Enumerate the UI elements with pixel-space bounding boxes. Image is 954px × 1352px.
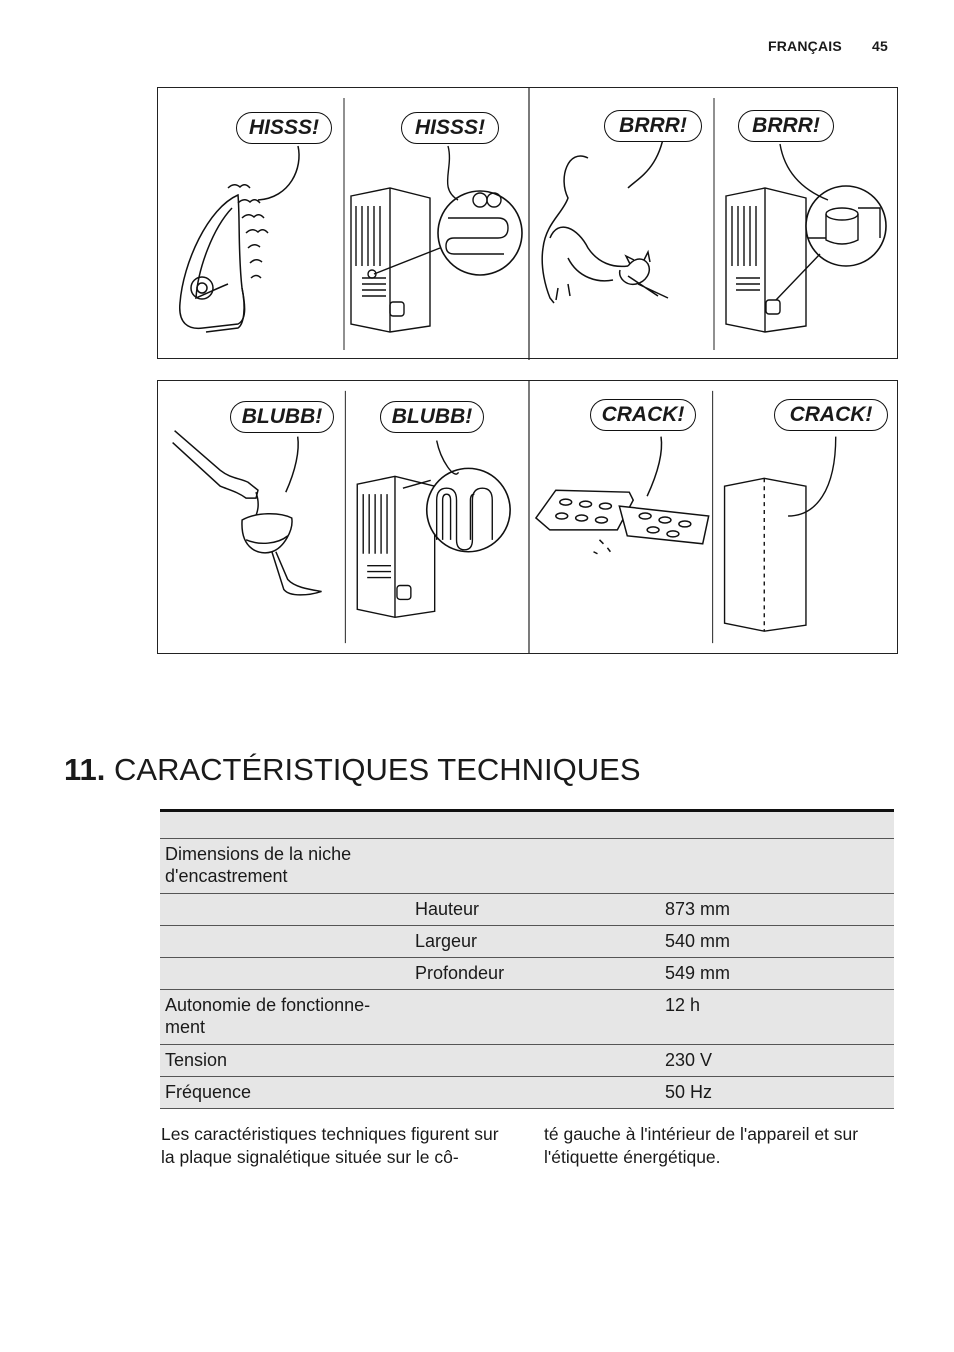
spec-sublabel: Hauteur xyxy=(410,894,660,926)
spec-sublabel xyxy=(410,1045,660,1077)
stretching-cat-icon xyxy=(542,118,668,303)
fridge-tubes-icon xyxy=(357,441,510,618)
page-header xyxy=(768,38,888,54)
spec-label xyxy=(160,926,410,958)
ice-tray-icon xyxy=(536,437,709,554)
sound-bubble: HISSS! xyxy=(401,112,499,144)
sound-bubble: BLUBB! xyxy=(380,401,484,433)
page-number: 45 xyxy=(872,38,888,54)
table-row xyxy=(160,839,894,894)
wine-pouring-icon xyxy=(173,431,322,595)
spec-label xyxy=(160,958,410,990)
sound-bubble: BRRR! xyxy=(604,110,702,142)
table-row xyxy=(160,926,894,958)
sound-bubble: CRACK! xyxy=(774,399,888,431)
spec-value: 50 Hz xyxy=(660,1077,894,1109)
table-header-row xyxy=(160,811,894,839)
spec-sublabel: Largeur xyxy=(410,926,660,958)
fridge-compressor-icon xyxy=(726,144,886,332)
table-row xyxy=(160,894,894,926)
noise-illustration-panel-top xyxy=(157,87,898,359)
spec-label: Dimensions de la niche d'encastrement xyxy=(160,839,410,894)
language-label: FRANÇAIS xyxy=(767,38,842,54)
spec-label xyxy=(160,894,410,926)
spec-value: 540 mm xyxy=(660,926,894,958)
spec-value xyxy=(660,839,894,894)
table-row xyxy=(160,1077,894,1109)
sound-bubble: BRRR! xyxy=(738,110,834,142)
table-row xyxy=(160,990,894,1045)
spec-value: 230 V xyxy=(660,1045,894,1077)
spec-label: Tension xyxy=(160,1045,410,1077)
sound-bubble: CRACK! xyxy=(590,399,696,431)
steam-iron-icon xyxy=(180,146,299,332)
specifications-table xyxy=(160,809,894,1109)
spec-label: Autonomie de fonctionne-ment xyxy=(160,990,410,1045)
note-paragraph-right: té gauche à l'intérieur de l'appareil et sur l'étiquette énergétique. xyxy=(544,1124,859,1167)
table-row xyxy=(160,958,894,990)
spec-sublabel: Profondeur xyxy=(410,958,660,990)
note-paragraph-left: Les caractéristiques techniques figurent sur la plaque signalétique située sur le cô- xyxy=(161,1124,499,1167)
spec-label: Fréquence xyxy=(160,1077,410,1109)
section-number: 11. xyxy=(64,752,106,787)
fridge-cabinet-icon xyxy=(725,437,836,632)
section-heading: CARACTÉRISTIQUES TECHNIQUES xyxy=(114,752,641,787)
spec-sublabel xyxy=(410,839,660,894)
table-row xyxy=(160,1045,894,1077)
sound-bubble: BLUBB! xyxy=(230,401,334,433)
spec-sublabel xyxy=(410,990,660,1045)
noise-illustration-panel-bottom xyxy=(157,380,898,654)
sound-bubble: HISSS! xyxy=(236,112,332,144)
spec-sublabel xyxy=(410,1077,660,1109)
fridge-coil-icon xyxy=(351,146,522,332)
spec-value: 873 mm xyxy=(660,894,894,926)
section-title xyxy=(64,752,641,788)
spec-value: 12 h xyxy=(660,990,894,1045)
spec-value: 549 mm xyxy=(660,958,894,990)
